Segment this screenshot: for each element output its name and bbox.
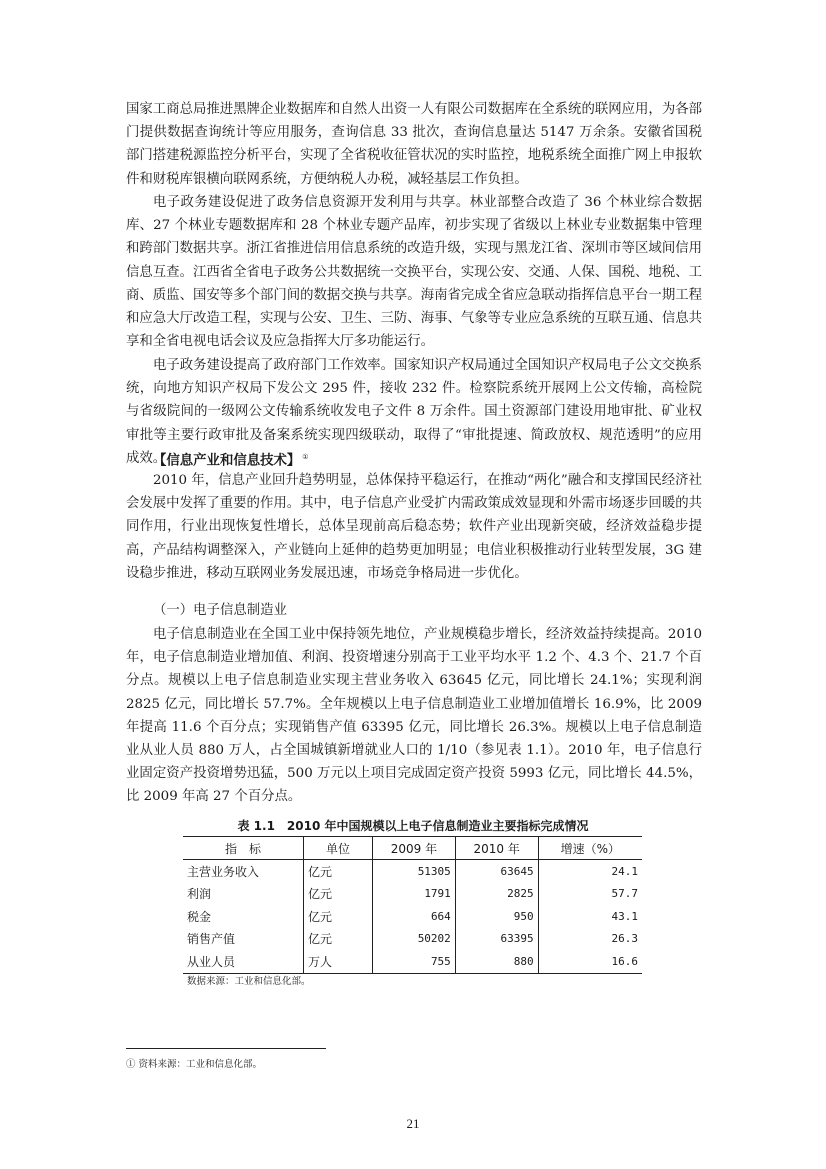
cell-2009: 50202 — [373, 928, 456, 951]
table-title: 表 1.1 2010 年中国规模以上电子信息制造业主要指标完成情况 — [237, 819, 589, 833]
indicator-table — [183, 836, 642, 974]
table-row — [183, 860, 642, 883]
cell-growth: 43.1 — [538, 905, 642, 928]
header-indicator: 指 标 — [183, 837, 304, 860]
cell-2009: 664 — [373, 905, 456, 928]
cell-indicator: 税金 — [187, 909, 212, 924]
cell-2010: 2825 — [455, 883, 538, 906]
footnote-marker: ① — [302, 453, 309, 461]
cell-indicator: 利润 — [187, 887, 212, 902]
header-unit: 单位 — [304, 837, 373, 860]
table-row — [183, 883, 642, 906]
table-source-note: 数据来源：工业和信息化部。 — [187, 976, 311, 987]
cell-growth: 57.7 — [538, 883, 642, 906]
page-number: 21 — [406, 1116, 420, 1131]
cell-2009: 51305 — [373, 860, 456, 883]
cell-2009: 755 — [373, 950, 456, 973]
table-row — [183, 928, 642, 951]
cell-2010: 880 — [455, 950, 538, 973]
paragraph-3: 电子政务建设提高了政府部门工作效率。国家知识产权局通过全国知识产权局电子公文交换系统，向地方知识产权局下发公文 295 件，接收 232 件。检察院系统开展网上公文传输，高检院与省级院间的一级网公文传输系统收发电子文件 8 万余件。国土资源部门建设用地审批、矿业权审批等主要行政审批及备案系统实现四级联动，取得了“审批提速、简政放权、规范透明”的应用成效。 — [126, 358, 703, 466]
cell-2010: 63645 — [455, 860, 538, 883]
table-header-row — [183, 837, 642, 860]
table-row — [183, 905, 642, 928]
cell-growth: 16.6 — [538, 950, 642, 973]
cell-2010: 63395 — [455, 928, 538, 951]
cell-unit: 亿元 — [304, 905, 373, 928]
header-growth: 增速（%） — [538, 837, 642, 860]
footnote-divider — [126, 1048, 326, 1049]
paragraph-5: 电子信息制造业在全国工业中保持领先地位，产业规模稳步增长，经济效益持续提高。2010 年，电子信息制造业增加值、利润、投资增速分别高于工业平均水平 1.2 个、4.3 个、21.7 个百分点。规模以上电子信息制造业实现主营业务收入 63645 亿元，同比增长 24.1%；实现利润 2825 亿元，同比增长 57.7%。全年规模以上电子信息制造业工业增加值增长 16.9%，比 2009 年提高 11.6 个百分点；实现销售产值 63395 亿元，同比增长 26.3%。规模以上电子信息制造业从业人员 880 万人，占全国城镇新增就业人口的 1/10（参见表 1.1）。2010 年，电子信息行业固定资产投资增势迅猛，500 万元以上项目完成固定资产投资 5993 亿元，同比增长 44.5%，比 2009 年高 27 个百分点。 — [126, 627, 702, 805]
cell-unit: 万人 — [304, 950, 373, 973]
header-2009: 2009 年 — [373, 837, 456, 860]
paragraph-4: 2010 年，信息产业回升趋势明显，总体保持平稳运行，在推动“两化”融合和支撑国民经济社会发展中发挥了重要的作用。其中，电子信息产业受扩内需政策成效显现和外需市场逐步回暖的共同作用，行业出现恢复性增长，总体呈现前高后稳态势；软件产业出现新突破，经济效益稳步提高，产品结构调整深入，产业链向上延伸的趋势更加明显；电信业积极推动行业转型发展，3G 建设稳步推进，移动互联网业务发展迅速，市场竞争格局进一步优化。 — [126, 473, 702, 581]
section-heading-text: 【信息产业和信息技术】 — [153, 453, 301, 469]
table-row — [183, 950, 642, 973]
paragraph-2: 电子政务建设促进了政务信息资源开发利用与共享。林业部整合改造了 36 个林业综合数据库、27 个林业专题数据库和 28 个林业专题产品库，初步实现了省级以上林业专业数据集中管理和跨部门数据共享。浙江省推进信用信息系统的改造升级，实现与黑龙江省、深圳市等区域间信用信息互查。江西省全省电子政务公共数据统一交换平台，实现公安、交通、人保、国税、地税、工商、质监、国安等多个部门间的数据交换与共享。海南省完成全省应急联动指挥信息平台一期工程和应急大厅改造工程，实现与公安、卫生、三防、海事、气象等专业应急系统的互联互通、信息共享和全省电视电话会议及应急指挥大厅多功能运行。 — [126, 195, 702, 350]
cell-unit: 亿元 — [304, 883, 373, 906]
cell-growth: 24.1 — [538, 860, 642, 883]
cell-unit: 亿元 — [304, 928, 373, 951]
cell-indicator: 从业人员 — [183, 950, 304, 973]
paragraph-1: 国家工商总局推进黑牌企业数据库和自然人出资一人有限公司数据库在全系统的联网应用，为各部门提供数据查询统计等应用服务，查询信息 33 批次，查询信息量达 5147 万余条。安徽省国税部门搭建税源监控分析平台，实现了全省税收征管状况的实时监控，地税系统全面推广网上申报软件和财税库银横向联网系统，方便纳税人办税，减轻基层工作负担。 — [126, 102, 702, 187]
header-2010: 2010 年 — [455, 837, 538, 860]
cell-indicator: 主营业务收入 — [187, 864, 260, 879]
footnote: ① 资料来源：工业和信息化部。 — [126, 1059, 263, 1070]
subsection-heading: （一）电子信息制造业 — [153, 603, 287, 618]
cell-2009: 1791 — [373, 883, 456, 906]
cell-unit: 亿元 — [304, 860, 373, 883]
cell-growth: 26.3 — [538, 928, 642, 951]
cell-2010: 950 — [455, 905, 538, 928]
cell-indicator: 销售产值 — [187, 932, 236, 947]
